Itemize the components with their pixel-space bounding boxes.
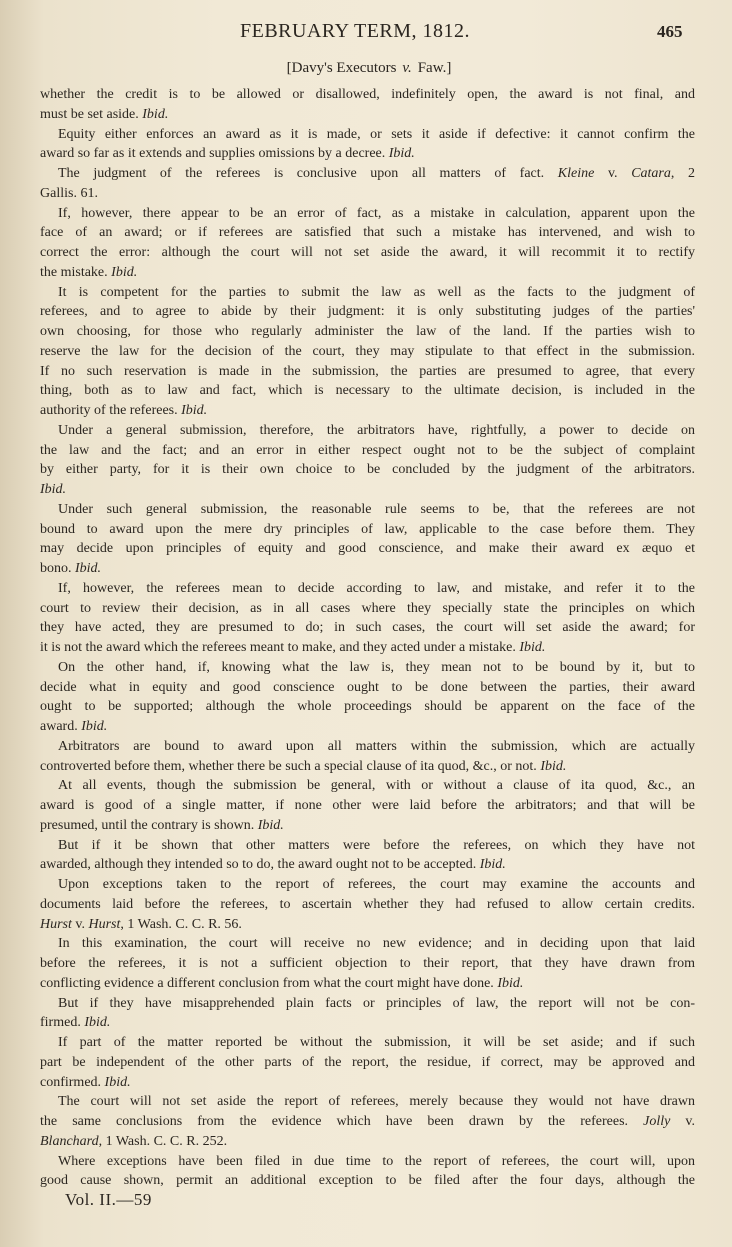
versus-text: v. <box>402 60 412 76</box>
text-line <box>40 1073 695 1093</box>
roman-text: award so far as it extends and supplies omissions by a decree. <box>40 146 389 162</box>
roman-text: documents laid before the referees, to ascertain whether they had refused to allow certain credits. <box>40 896 695 912</box>
paragraph <box>40 1033 695 1092</box>
text-line <box>40 342 695 362</box>
text-line <box>40 539 695 559</box>
roman-text: award. <box>40 719 82 734</box>
text-line <box>40 204 695 224</box>
roman-text: But if they have misapprehended plain facts or principles of law, the report will not be con- <box>58 995 695 1011</box>
text-line <box>40 599 695 619</box>
text-line <box>40 717 695 737</box>
roman-text: they have acted, they are presumed to do; in such cases, the court will set aside the award; for <box>40 620 695 636</box>
text-line <box>40 816 695 836</box>
italic-text: Ibid. <box>181 403 208 418</box>
roman-text: the mistake. <box>40 264 112 280</box>
roman-text: decide what in equity and good conscience ought to be done between the parties, their award <box>40 679 695 695</box>
roman-text: it is not the award which the referees meant to make, and they acted under a mistake. <box>40 640 520 655</box>
text-line <box>40 302 695 322</box>
text-line <box>40 875 695 895</box>
text-line <box>40 994 695 1014</box>
paragraph <box>40 204 695 283</box>
paragraph <box>40 836 695 876</box>
roman-text: , 1 Wash. C. C. R. 252. <box>98 1133 228 1149</box>
italic-text: Kleine <box>557 166 595 181</box>
paragraph <box>40 500 695 579</box>
italic-text: Jolly <box>643 1114 671 1129</box>
text-line <box>40 579 695 599</box>
roman-text: If, however, the referees mean to decide according to law, and mistake, and refer it to the <box>58 580 695 596</box>
roman-text: controverted before them, whether there be such a special clause of ita quod, &c., or not. <box>40 758 541 774</box>
text-line <box>40 697 695 717</box>
italic-text: Catara <box>631 166 671 181</box>
italic-text: Ibid. <box>257 817 284 833</box>
text-line <box>40 381 695 401</box>
signature-mark: Vol. II.—59 <box>65 1190 152 1209</box>
roman-text: court to review their decision, as in all cases where they specially state the principles on which <box>40 600 695 616</box>
roman-text: ought to be supported; although the whole proceedings should be apparent on the face of the <box>40 699 695 715</box>
text-line <box>40 184 695 204</box>
italic-text: Ibid. <box>519 640 546 655</box>
paragraph <box>40 85 695 125</box>
roman-text: authority of the referees. <box>40 403 182 418</box>
italic-text: Blanchard <box>40 1133 99 1149</box>
paragraph <box>40 421 695 500</box>
text-line <box>40 263 695 283</box>
text-line <box>40 105 695 125</box>
text-line <box>40 895 695 915</box>
paragraph <box>40 1092 695 1151</box>
roman-text: On the other hand, if, knowing what the law is, they mean not to be bound by it, but to <box>58 659 695 675</box>
text-line <box>40 500 695 520</box>
roman-text: reserve the law for the decision of the court, they may stipulate to that effect in the submission. <box>40 343 695 359</box>
text-line <box>40 401 695 421</box>
text-line <box>40 737 695 757</box>
roman-text: Under a general submission, therefore, the arbitrators have, rightfully, a power to decide on <box>58 422 695 438</box>
roman-text: the law and the fact; and an error in either respect ought not to be the subject of complaint <box>40 442 695 458</box>
text-line <box>40 1171 695 1191</box>
text-line <box>40 776 695 796</box>
paragraph <box>40 737 695 777</box>
text-line <box>40 480 695 500</box>
text-line <box>40 243 695 263</box>
paragraph <box>40 164 695 204</box>
paragraph <box>40 994 695 1034</box>
roman-text: award is good of a single matter, if none other were laid before the arbitrators; and that will be <box>40 798 695 813</box>
roman-text: v. <box>670 1114 696 1129</box>
italic-text: Hurst <box>40 916 72 932</box>
text-line <box>40 1053 695 1073</box>
text-line <box>40 520 695 540</box>
roman-text: If no such reservation is made in the submission, the parties are presumed to agree, that every <box>40 363 695 379</box>
text-line <box>40 836 695 856</box>
italic-text: Hurst <box>88 916 121 932</box>
text-line <box>40 855 695 875</box>
roman-text: part be independent of the other parts of the report, the residue, if correct, may be approved and <box>40 1054 695 1070</box>
italic-text: Ibid. <box>540 758 567 774</box>
italic-text: Ibid. <box>142 106 169 122</box>
paragraph <box>40 776 695 835</box>
paragraph <box>40 283 695 421</box>
italic-text: Ibid. <box>84 1015 111 1031</box>
roman-text: good cause shown, permit an additional exception to be filed after the four days, although the <box>40 1173 695 1189</box>
roman-text: It is competent for the parties to submit the law as well as the facts to the judgment of <box>58 284 695 300</box>
text-line <box>40 1013 695 1033</box>
roman-text: presumed, until the contrary is shown. <box>40 817 258 833</box>
text-line <box>40 974 695 994</box>
page-number: 465 <box>657 22 683 41</box>
roman-text: thing, both as to law and fact, which is necessary to the ultimate decision, is included in the <box>40 383 695 399</box>
roman-text: conflicting evidence a different conclusion from what the court might have done. <box>40 975 498 991</box>
roman-text: If part of the matter reported be without the submission, it will be set aside; and if such <box>58 1035 695 1050</box>
text-line <box>40 638 695 658</box>
roman-text: the same conclusions from the evidence which have been drawn by the referees. <box>40 1114 644 1129</box>
roman-text: must be set aside. <box>40 106 143 122</box>
paragraph <box>40 658 695 737</box>
text-line <box>40 125 695 145</box>
text-line <box>40 1112 695 1132</box>
text-line <box>40 954 695 974</box>
roman-text: Gallis. 61. <box>40 185 98 201</box>
paragraph <box>40 875 695 934</box>
case-heading-left: [Davy's Executors <box>286 60 397 76</box>
text-line <box>40 1132 695 1152</box>
case-heading <box>0 60 732 77</box>
running-header <box>0 20 732 48</box>
case-heading-versus <box>402 60 411 76</box>
text-line <box>40 144 695 164</box>
text-line <box>40 796 695 816</box>
roman-text: , 2 <box>670 166 696 181</box>
text-line <box>40 757 695 777</box>
text-line <box>40 1033 695 1053</box>
roman-text: firmed. <box>40 1015 85 1031</box>
roman-text: face of an award; or if referees are satisfied that such a mistake has intervened, and wish to <box>40 225 695 241</box>
roman-text: confirmed. <box>40 1074 105 1090</box>
roman-text: v. <box>594 166 632 181</box>
text-line <box>40 441 695 461</box>
roman-text: If, however, there appear to be an error of fact, as a mistake in calculation, apparent upon the <box>58 205 695 221</box>
roman-text: Where exceptions have been filed in due time to the report of referees, the court will, upon <box>58 1153 695 1169</box>
paragraph <box>40 1152 695 1192</box>
roman-text: At all events, though the submission be general, with or without a clause of ita quod, &c., an <box>58 778 695 794</box>
italic-text: Ibid. <box>388 146 415 162</box>
roman-text: bound to award upon the mere dry principles of law, applicable to the case before them. They <box>40 521 695 537</box>
roman-text: Equity either enforces an award as it is made, or sets it aside if defective: it cannot confirm the <box>58 126 695 142</box>
roman-text: , 1 Wash. C. C. R. 56. <box>120 916 242 932</box>
case-heading-right: Faw.] <box>417 60 452 76</box>
text-line <box>40 223 695 243</box>
text-line <box>40 559 695 579</box>
text-line <box>40 915 695 935</box>
text-line <box>40 658 695 678</box>
text-line <box>40 934 695 954</box>
roman-text: awarded, although they intended so to do, the award ought not to be accepted. <box>40 857 480 873</box>
roman-text: But if it be shown that other matters were before the referees, on which they have not <box>58 837 695 853</box>
roman-text: Upon exceptions taken to the report of referees, the court may examine the accounts and <box>58 877 695 892</box>
roman-text: correct the error: although the court will not set aside the award, it will recommit it to rectify <box>40 245 695 260</box>
text-line <box>40 362 695 382</box>
text-line <box>40 421 695 441</box>
roman-text: own choosing, for those who regularly administer the law of the land. If the parties wish to <box>40 324 695 339</box>
text-line <box>40 460 695 480</box>
text-line <box>40 85 695 105</box>
text-line <box>40 164 695 184</box>
italic-text: Ibid. <box>81 719 108 734</box>
paragraph <box>40 934 695 993</box>
roman-text: In this examination, the court will receive no new evidence; and in deciding upon that laid <box>58 936 695 952</box>
paragraph <box>40 125 695 165</box>
body-text <box>40 85 695 1191</box>
roman-text: The judgment of the referees is conclusive upon all matters of fact. <box>58 166 558 181</box>
italic-text: Ibid. <box>479 857 506 873</box>
roman-text: Arbitrators are bound to award upon all matters within the submission, which are actually <box>58 738 695 754</box>
text-line <box>40 322 695 342</box>
roman-text: Under such general submission, the reasonable rule seems to be, that the referees are not <box>58 501 695 517</box>
text-line <box>40 1092 695 1112</box>
text-line <box>40 283 695 303</box>
italic-text: Ibid. <box>104 1074 131 1090</box>
italic-text: Ibid. <box>75 561 102 576</box>
italic-text: Ibid. <box>497 975 524 991</box>
roman-text: before the referees, it is not a sufficient objection to their report, that they have drawn from <box>40 956 695 971</box>
roman-text: referees, and to agree to abide by their judgment: it is only substituting judges of the parties' <box>40 304 695 320</box>
roman-text: may decide upon principles of equity and good conscience, and make their award ex æquo et <box>40 541 695 557</box>
paragraph <box>40 579 695 658</box>
italic-text: Ibid. <box>40 482 67 497</box>
roman-text: by either party, for it is their own choice to be concluded by the judgment of the arbitrators. <box>40 462 695 478</box>
running-title: FEBRUARY TERM, 1812. <box>240 20 471 42</box>
roman-text: whether the credit is to be allowed or disallowed, indefinitely open, the award is not final, and <box>40 87 695 102</box>
roman-text: v. <box>71 916 89 932</box>
text-line <box>40 1152 695 1172</box>
text-line <box>40 618 695 638</box>
roman-text: The court will not set aside the report of referees, merely because they would not have drawn <box>58 1094 695 1110</box>
italic-text: Ibid. <box>111 264 138 280</box>
roman-text: bono. <box>40 561 75 576</box>
text-line <box>40 678 695 698</box>
